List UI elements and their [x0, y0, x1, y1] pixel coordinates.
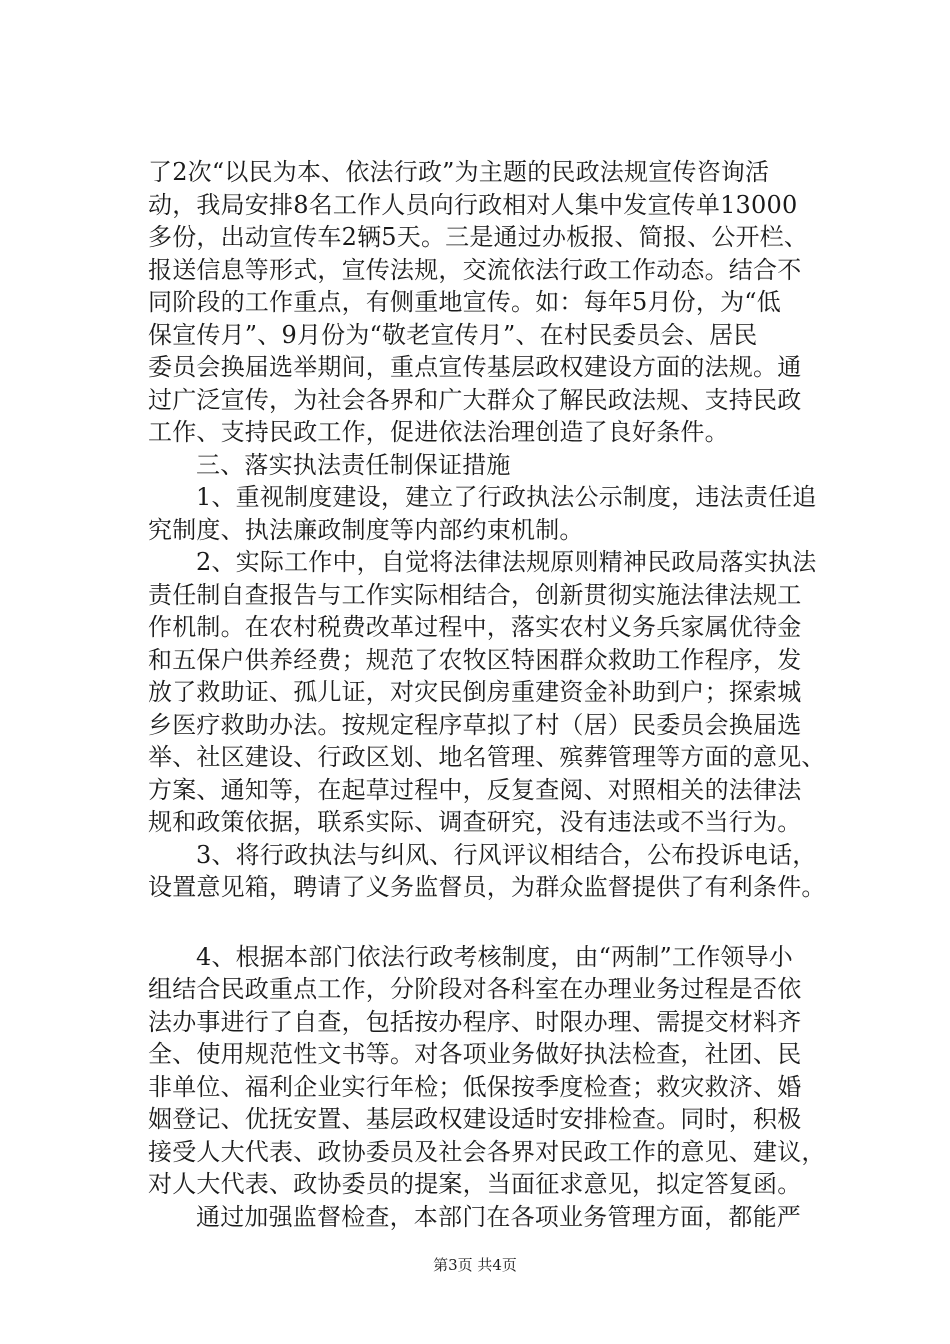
text-line: 动，我局安排8名工作人员向行政相对人集中发宣传单13000 [148, 190, 798, 219]
text-line: 通过加强监督检查，本部门在各项业务管理方面，都能严 [196, 1202, 801, 1231]
document-body [148, 156, 848, 1233]
text-line: 责任制自查报告与工作实际相结合，创新贯彻实施法律法规工 [148, 580, 802, 609]
text-line: 放了救助证、孤儿证，对灾民倒房重建资金补助到户；探索城 [148, 678, 802, 706]
text-line: 设置意见箱，聘请了义务监督员，为群众监督提供了有利条件。 [148, 873, 826, 901]
text-line: 对人大代表、政协委员的提案，当面征求意见，拟定答复函。 [148, 1170, 802, 1198]
text-line: 全、使用规范性文书等。对各项业务做好执法检查，社团、民 [148, 1040, 802, 1068]
text-line: 保宣传月”、9月份为“敬老宣传月”、在村民委员会、居民 [148, 320, 758, 349]
text-line: 了2次“以民为本、依法行政”为主题的民政法规宣传咨询活 [148, 158, 770, 186]
text-line: 规和政策依据，联系实际、调查研究，没有违法或不当行为。 [148, 808, 802, 836]
page-footer: 第3页 共4页 [433, 1256, 517, 1274]
text-line: 组结合民政重点工作，分阶段对各科室在办理业务过程是否依 [148, 975, 802, 1003]
text-line: 3、将行政执法与纠风、行风评议相结合，公布投诉电话， [196, 840, 817, 869]
text-line: 委员会换届选举期间，重点宣传基层政权建设方面的法规。通 [148, 353, 802, 381]
text-line: 2、实际工作中，自觉将法律法规原则精神民政局落实执法 [196, 548, 817, 576]
text-line: 工作、支持民政工作，促进依法治理创造了良好条件。 [148, 418, 729, 446]
paragraph-gap [148, 904, 848, 941]
text-line: 非单位、福利企业实行年检；低保按季度检查；救灾救济、婚 [148, 1072, 802, 1101]
text-line: 举、社区建设、行政区划、地名管理、殡葬管理等方面的意见、 [148, 743, 826, 771]
text-line: 多份，出动宣传车2辆5天。三是通过办板报、简报、公开栏、 [148, 223, 809, 251]
section-heading: 三、落实执法责任制保证措施 [196, 450, 511, 479]
text-line: 方案、通知等，在起草过程中，反复查阅、对照相关的法律法 [148, 775, 802, 804]
text-line: 同阶段的工作重点，有侧重地宣传。如：每年5月份，为“低 [148, 288, 781, 316]
text-line: 过广泛宣传，为社会各界和广大群众了解民政法规、支持民政 [148, 385, 802, 414]
text-line: 作机制。在农村税费改革过程中，落实农村义务兵家属优待金 [148, 613, 802, 641]
text-line: 接受人大代表、政协委员及社会各界对民政工作的意见、建议， [148, 1137, 826, 1166]
text-line: 1、重视制度建设，建立了行政执法公示制度，违法责任追 [196, 483, 817, 511]
text-line: 乡医疗救助办法。按规定程序草拟了村（居）民委员会换届选 [148, 710, 802, 739]
text-line: 4、根据本部门依法行政考核制度，由“两制”工作领导小 [196, 942, 794, 971]
text-line: 法办事进行了自查，包括按办程序、时限办理、需提交材料齐 [148, 1007, 802, 1036]
text-line: 和五保户供养经费；规范了农牧区特困群众救助工作程序，发 [148, 645, 802, 674]
text-line: 究制度、执法廉政制度等内部约束机制。 [148, 515, 584, 544]
text-line: 姻登记、优抚安置、基层政权建设适时安排检查。同时，积极 [148, 1105, 802, 1133]
text-line: 报送信息等形式，宣传法规，交流依法行政工作动态。结合不 [148, 255, 802, 284]
